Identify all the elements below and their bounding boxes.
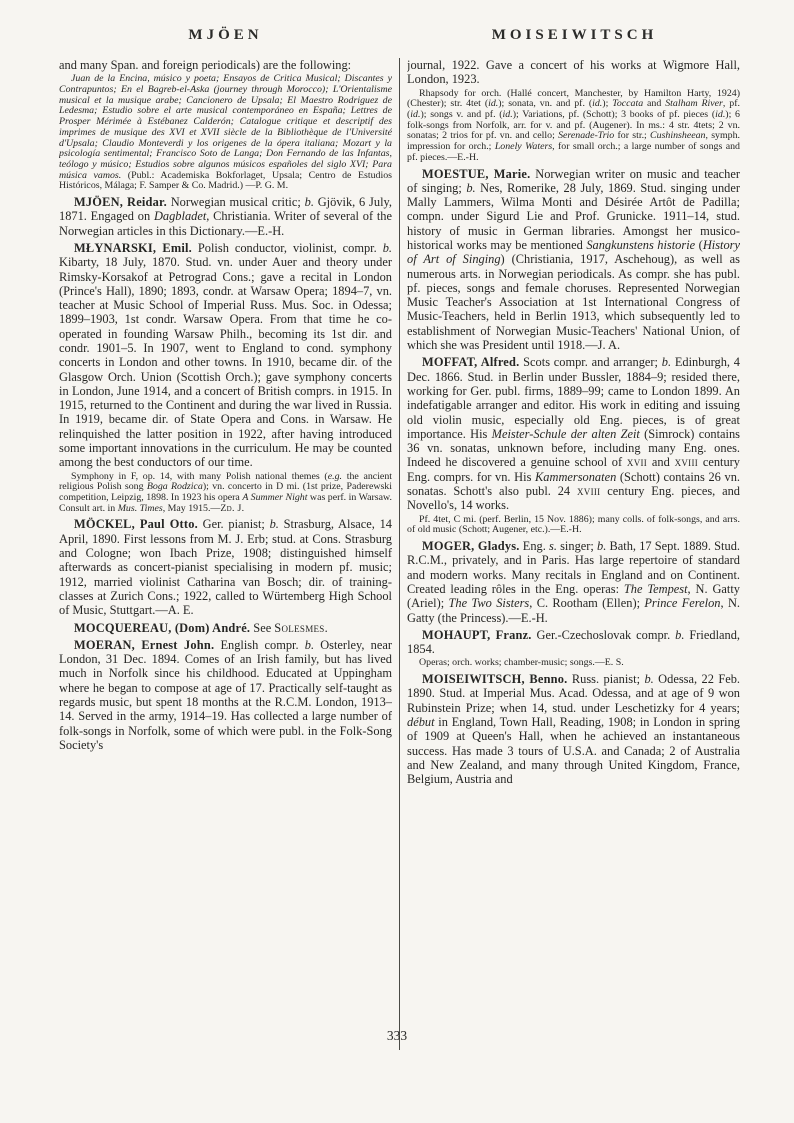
text-run: ) (Christiania, 1917, Aschehoug), as well as numerous arts. in Norwegian periodicals. As compr. she has publ. pf. pieces, songs and female choruses. Represented Norwegian Music Teacher's Association at 1st International Congress of Music-Teachers, held in Berlin 1913, which subsequently led to establishment of Norwegian Music-Teachers' National Union, of which she was President until 1918.—J. A. (407, 252, 740, 353)
text-run: , symph. impression for orch.; (407, 130, 740, 153)
text-run: b. (675, 627, 685, 642)
text-run: See (250, 620, 275, 635)
text-run: for str.; (614, 130, 651, 142)
text-run: Zd. J. (220, 502, 245, 514)
text-run: , C. Rootham (Ellen); (529, 596, 645, 611)
text-run: id. (410, 109, 421, 120)
text-run: Lonely Waters (494, 141, 553, 153)
text-run: Mus. Times (117, 502, 163, 514)
text-run: Kammersonaten (535, 469, 617, 484)
text-run: Osterley, near London, 31 Dec. 1894. Comes of an Irish family, but has lived much in Norfolk since his childhood. Educated at Uppingham where he began to compose at age of 17. Practically self-taught as regards music, but spent 18 months at the R.C.M. London, 1913–14. Served in the army, 1914–19. Has collected a large number of folk-songs in Norfolk, some of which were publ. in the Folk-Song Society's (59, 637, 392, 752)
text-run: Meister-Schule der alten Zeit (491, 426, 640, 441)
text-run: Sangkunstens historie (586, 238, 696, 252)
text-run: e.g. (327, 470, 342, 482)
entry-headword: MOERAN, Ernest John. (74, 637, 215, 652)
text-run: b. (466, 180, 476, 195)
text-run: , pf. ( (407, 98, 740, 120)
entry-tail-moeran (407, 58, 740, 87)
text-run: Scots compr. and arranger; (519, 355, 662, 370)
running-head-gap (392, 27, 408, 44)
text-run: century Eng. pieces, and Novello's, 14 works. (407, 484, 740, 513)
text-run: id. (502, 109, 513, 120)
text-run: , for small orch.; a large number of songs and pf. pieces.—E.-H. (407, 141, 740, 163)
entry-headword: MOCQUEREAU, (Dom) André. (74, 620, 251, 635)
text-run: ); 6 folk-songs from Norfolk, arr. for v. and pf. (Augener). In ms.: 4 str. 4tets; 2 vn. sonatas; 2 trios for pf. vn. and cello; (407, 109, 740, 142)
text-run: Pf. 4tet, C mi. (perf. Berlin, 15 Nov. 1886); many colls. of folk-songs, and arrs. of old music (Schott; Augener, etc.).—E.-H. (407, 513, 740, 536)
text-run: and (643, 98, 666, 110)
text-run: A Summer Night (242, 492, 308, 504)
text-run: , Christiania. Writer of several of the Norwegian articles in this Dictionary.—E.-H. (59, 209, 392, 238)
text-run: and (647, 455, 675, 470)
entry-moestue (407, 167, 740, 353)
text-run: Norwegian writer on music and teacher of singing; (407, 166, 740, 195)
text-run: ); vn. concerto in D mi. (1st prize, Paderewski competition, Leipzig, 1898. In 1923 his opera (59, 481, 392, 504)
text-run: id. (488, 98, 499, 110)
text-run: the ancient religious Polish song (59, 470, 392, 493)
entry-headword: MOISEIWITSCH, Benno. (422, 672, 568, 687)
entry-headword: MOGER, Gladys. (422, 539, 520, 554)
works-list-moeran (407, 89, 740, 164)
text-run: Cushinsheean (650, 130, 706, 142)
text-run: b. (597, 539, 607, 554)
text-run: id. (715, 109, 726, 120)
text-run: b. (269, 517, 279, 532)
text-run: and many Span. and foreign periodicals) are the following: (59, 58, 352, 72)
text-run: Juan de la Encina, músico y poeta; Ensayos de Critica Musical; Discantes y Contrapuntos; En el Bagreb-el-Aska (journey through Morocco); L'Orientalisme musical et la musique arabe; Cancionero de Upsala; El Maestro Rodriguez de Ledesma; Estudio sobre el arte musical contemporáneo en España; Lettres de Prosper Mérimée à Estébanez Calderón; Catalogue critique et descriptif des imprimes de musique des XVI et XVII siècle de la Bibliothèque de l'Université d'Upsala; Claudio Monteverdi y los origenes de la ópera italiana; Mozart y la psicología sentimental; Francisco Soto de Langa; Don Fernando de las Infantas, teólogo y músico; Estudios sobre algunos músicos españoles del siglo XVI; Para música vamos. (59, 73, 392, 181)
text-run: ); songs v. and pf. ( (420, 109, 503, 120)
right-column (407, 58, 740, 1050)
entry-mockel (59, 517, 392, 617)
entry-mjoen (59, 195, 392, 238)
entry-headword: MŁYNARSKI, Emil. (74, 240, 192, 255)
text-run: Rhapsody for orch. (Hallé concert, Manchester, by Hamilton Harty, 1924) (Chester); str. 4tet ( (407, 87, 740, 110)
works-list-moffat (407, 515, 740, 536)
text-run: The Tempest (623, 581, 688, 596)
text-run: Symphony in F, op. 14, with many Polish national themes ( (71, 470, 328, 482)
text-run: Polish conductor, violinist, compr. (191, 240, 383, 255)
text-run: s. (549, 539, 557, 554)
running-head-right: MOISEIWITSCH (491, 27, 658, 43)
text-run: Edinburgh, 4 Dec. 1866. Stud. in Berlin under Bussler, 1884–9; resided there, working for Ger. publ. firms, 1889–99; came to London 1899. An indefatigable arranger and editor. His work in editing and issuing old violin music, especially old Eng. pieces, is of great importance. His (407, 355, 740, 441)
text-run: (Simrock) contains 36 vn. sonatas, unknown before, including many Eng. ones. Indeed he discovered a genuine school of (407, 426, 740, 470)
column-divider-rule (399, 58, 400, 1050)
text-run: Gjövik, 6 July, 1871. Engaged on (59, 195, 392, 224)
text-run: b. (304, 195, 314, 210)
text-run: Nes, Romerike, 28 July, 1869. Stud. singing under Mally Lammers, Wilma Monti and Désirée Artôt de Padilla; compn. under Sigurd Lie and Prof. Grunicke. 1911–14, stud. history of music in German libraries. Amongst her musico-historical works may be mentioned (407, 180, 740, 252)
entry-moffat (407, 355, 740, 512)
running-head-left: MJÖEN (188, 27, 263, 43)
entry-moiseiwitsch (407, 672, 740, 786)
entry-headword: MJÖEN, Reidar. (74, 195, 167, 210)
text-run: English compr. (214, 637, 305, 652)
text-run: Bath, 17 Sept. 1889. Stud. R.C.M., privately, and in Paris. Has large repertoire of standard and modern works. Many recitals in England and on Continent. Created leading rôles in the Eng. operas: (407, 539, 740, 596)
text-run: b. (304, 637, 315, 652)
text-run: journal, 1922. Gave a concert of his works at Wigmore Hall, London, 1923. (407, 58, 740, 87)
entry-mocquereau (59, 621, 392, 635)
text-run: The Two Sisters (448, 596, 530, 611)
text-run: Eng. (519, 539, 549, 554)
text-run: Russ. pianist; (567, 672, 645, 687)
text-run: in England, Town Hall, Reading, 1908; in London in spring of 1909 at Queen's Hall, when he achieved an instantaneous success. Has made 3 tours of U.S.A. and Canada; 2 of Australia and New Zealand, and many through United Kingdom, France, Belgium, Austria and (407, 715, 740, 787)
entry-headword: MOHAUPT, Franz. (422, 627, 532, 642)
entry-tail-continued (59, 58, 392, 72)
text-run: xvii (626, 455, 648, 470)
text-run: id. (592, 98, 603, 110)
text-columns (59, 58, 741, 1050)
text-run: was perf. in Warsaw. Consult art. in (59, 492, 392, 514)
text-run: xviii (674, 455, 699, 470)
text-run: Operas; orch. works; chamber-music; songs.—E. S. (419, 657, 624, 669)
text-run: ); Variations, pf. (Schott); 3 books of pf. pieces ( (512, 109, 716, 120)
text-run: (Schott) contains 26 vn. sonatas. Schott's also publ. 24 (407, 469, 740, 499)
text-run: Ger.-Czechoslovak compr. (531, 627, 676, 642)
text-run: Odessa, 22 Feb. 1890. Stud. at Imperial Mus. Acad. Odessa, and at age of 9 won Rubinstein Prize; when 14, stud. under Leschetizky for 4 years; (407, 672, 740, 715)
entry-moger (407, 539, 740, 625)
entry-moeran (59, 638, 392, 752)
works-list-mohaupt (407, 658, 740, 669)
text-run: Friedland, 1854. (407, 627, 740, 657)
text-run: . (324, 620, 328, 635)
page-number: 333 (386, 1028, 408, 1043)
entry-headword: MOFFAT, Alfred. (422, 355, 520, 370)
text-run: xviii (576, 484, 601, 499)
text-run: singer; (556, 539, 598, 554)
text-run: ); sonata, vn. and pf. ( (498, 98, 593, 110)
text-run: début (407, 715, 435, 730)
text-run: Stalham River (665, 98, 723, 110)
text-run: Kibarty, 18 July, 1870. Stud. vn. under Auer and theory under Rimsky-Korsakof at Petrograd Cons.; gave a recital in London (Prince's Hall), 1890; 1893, condr. at Warsaw Opera; 1894–7, vn. teacher at Music School of Imperial Russ. Mus. Soc. in Odessa; 1899–1903, 1st condr. Warsaw Opera. From that time he co-operated in founding Warsaw Philh., becoming its 1st dir. and condr. 1901–5. In 1907, went to England to cond. symphony concerts in London and other towns. In 1910, became dir. of the Glasgow Orch. Union (Scottish Orch.); gave symphony concerts in London, June 1914, and a concert of British comprs. in 1915. In 1915, returned to the Continent and during the war lived in Russia. In 1919, became dir. of State Opera and Cons. in Warsaw. He relinquished the latter position in 1922, after having introduced some important innovations in the curriculum. He may be counted among the best conductors of our time. (59, 255, 392, 470)
left-column (59, 58, 392, 1050)
works-list-mlynarski (59, 472, 392, 515)
entry-mlynarski (59, 241, 392, 470)
text-run: Boga Rodzica (146, 481, 203, 493)
text-run: ); (602, 98, 613, 110)
text-run: History of Art of Singing (407, 238, 740, 267)
text-run: Solesmes (274, 620, 325, 635)
text-run: b. (382, 240, 392, 255)
text-run: Prince Ferelon (644, 596, 721, 611)
text-run: , May 1915.— (162, 502, 221, 514)
text-run: b. (644, 672, 654, 687)
text-run: Strasburg, Alsace, 14 April, 1890. First lessons from M. J. Erb; stud. at Cons. Strasburg and Cologne; won Ibach Prize, 1908; distinguished himself afterwards as concert-pianist specialising in modern pf. music; 1912, married violinist Catharina van Bosch; dir. of training-classes at Zurich Cons.; 1922, called to Würtemberg High School of Music, Stuttgart.—A. E. (59, 517, 392, 618)
entry-headword: MÖCKEL, Paul Otto. (74, 517, 198, 532)
text-run: b. (661, 355, 672, 370)
text-run: , N. Gatty (the Princess).—E.-H. (407, 596, 740, 625)
entry-headword: MOESTUE, Marie. (422, 166, 531, 181)
running-heads (59, 27, 741, 44)
entry-mohaupt (407, 628, 740, 657)
text-run: Ger. pianist; (197, 517, 270, 532)
text-run: Toccata (612, 98, 644, 110)
text-run: (Publ.: Academiska Bokforlaget, Upsala; Centro de Estudios Históricos, Málaga; F. Samper & Co. Madrid.) —P. G. M. (59, 169, 392, 192)
text-run: Norwegian musical critic; (166, 195, 305, 210)
text-run: ( (695, 238, 703, 252)
text-run: Dagbladet (153, 209, 207, 224)
works-list-continued (59, 74, 392, 192)
text-run: , N. Gatty (Ariel); (407, 581, 740, 611)
text-run: century Eng. comprs. for vn. His (407, 455, 740, 484)
text-run: Serenade-Trio (558, 130, 615, 142)
